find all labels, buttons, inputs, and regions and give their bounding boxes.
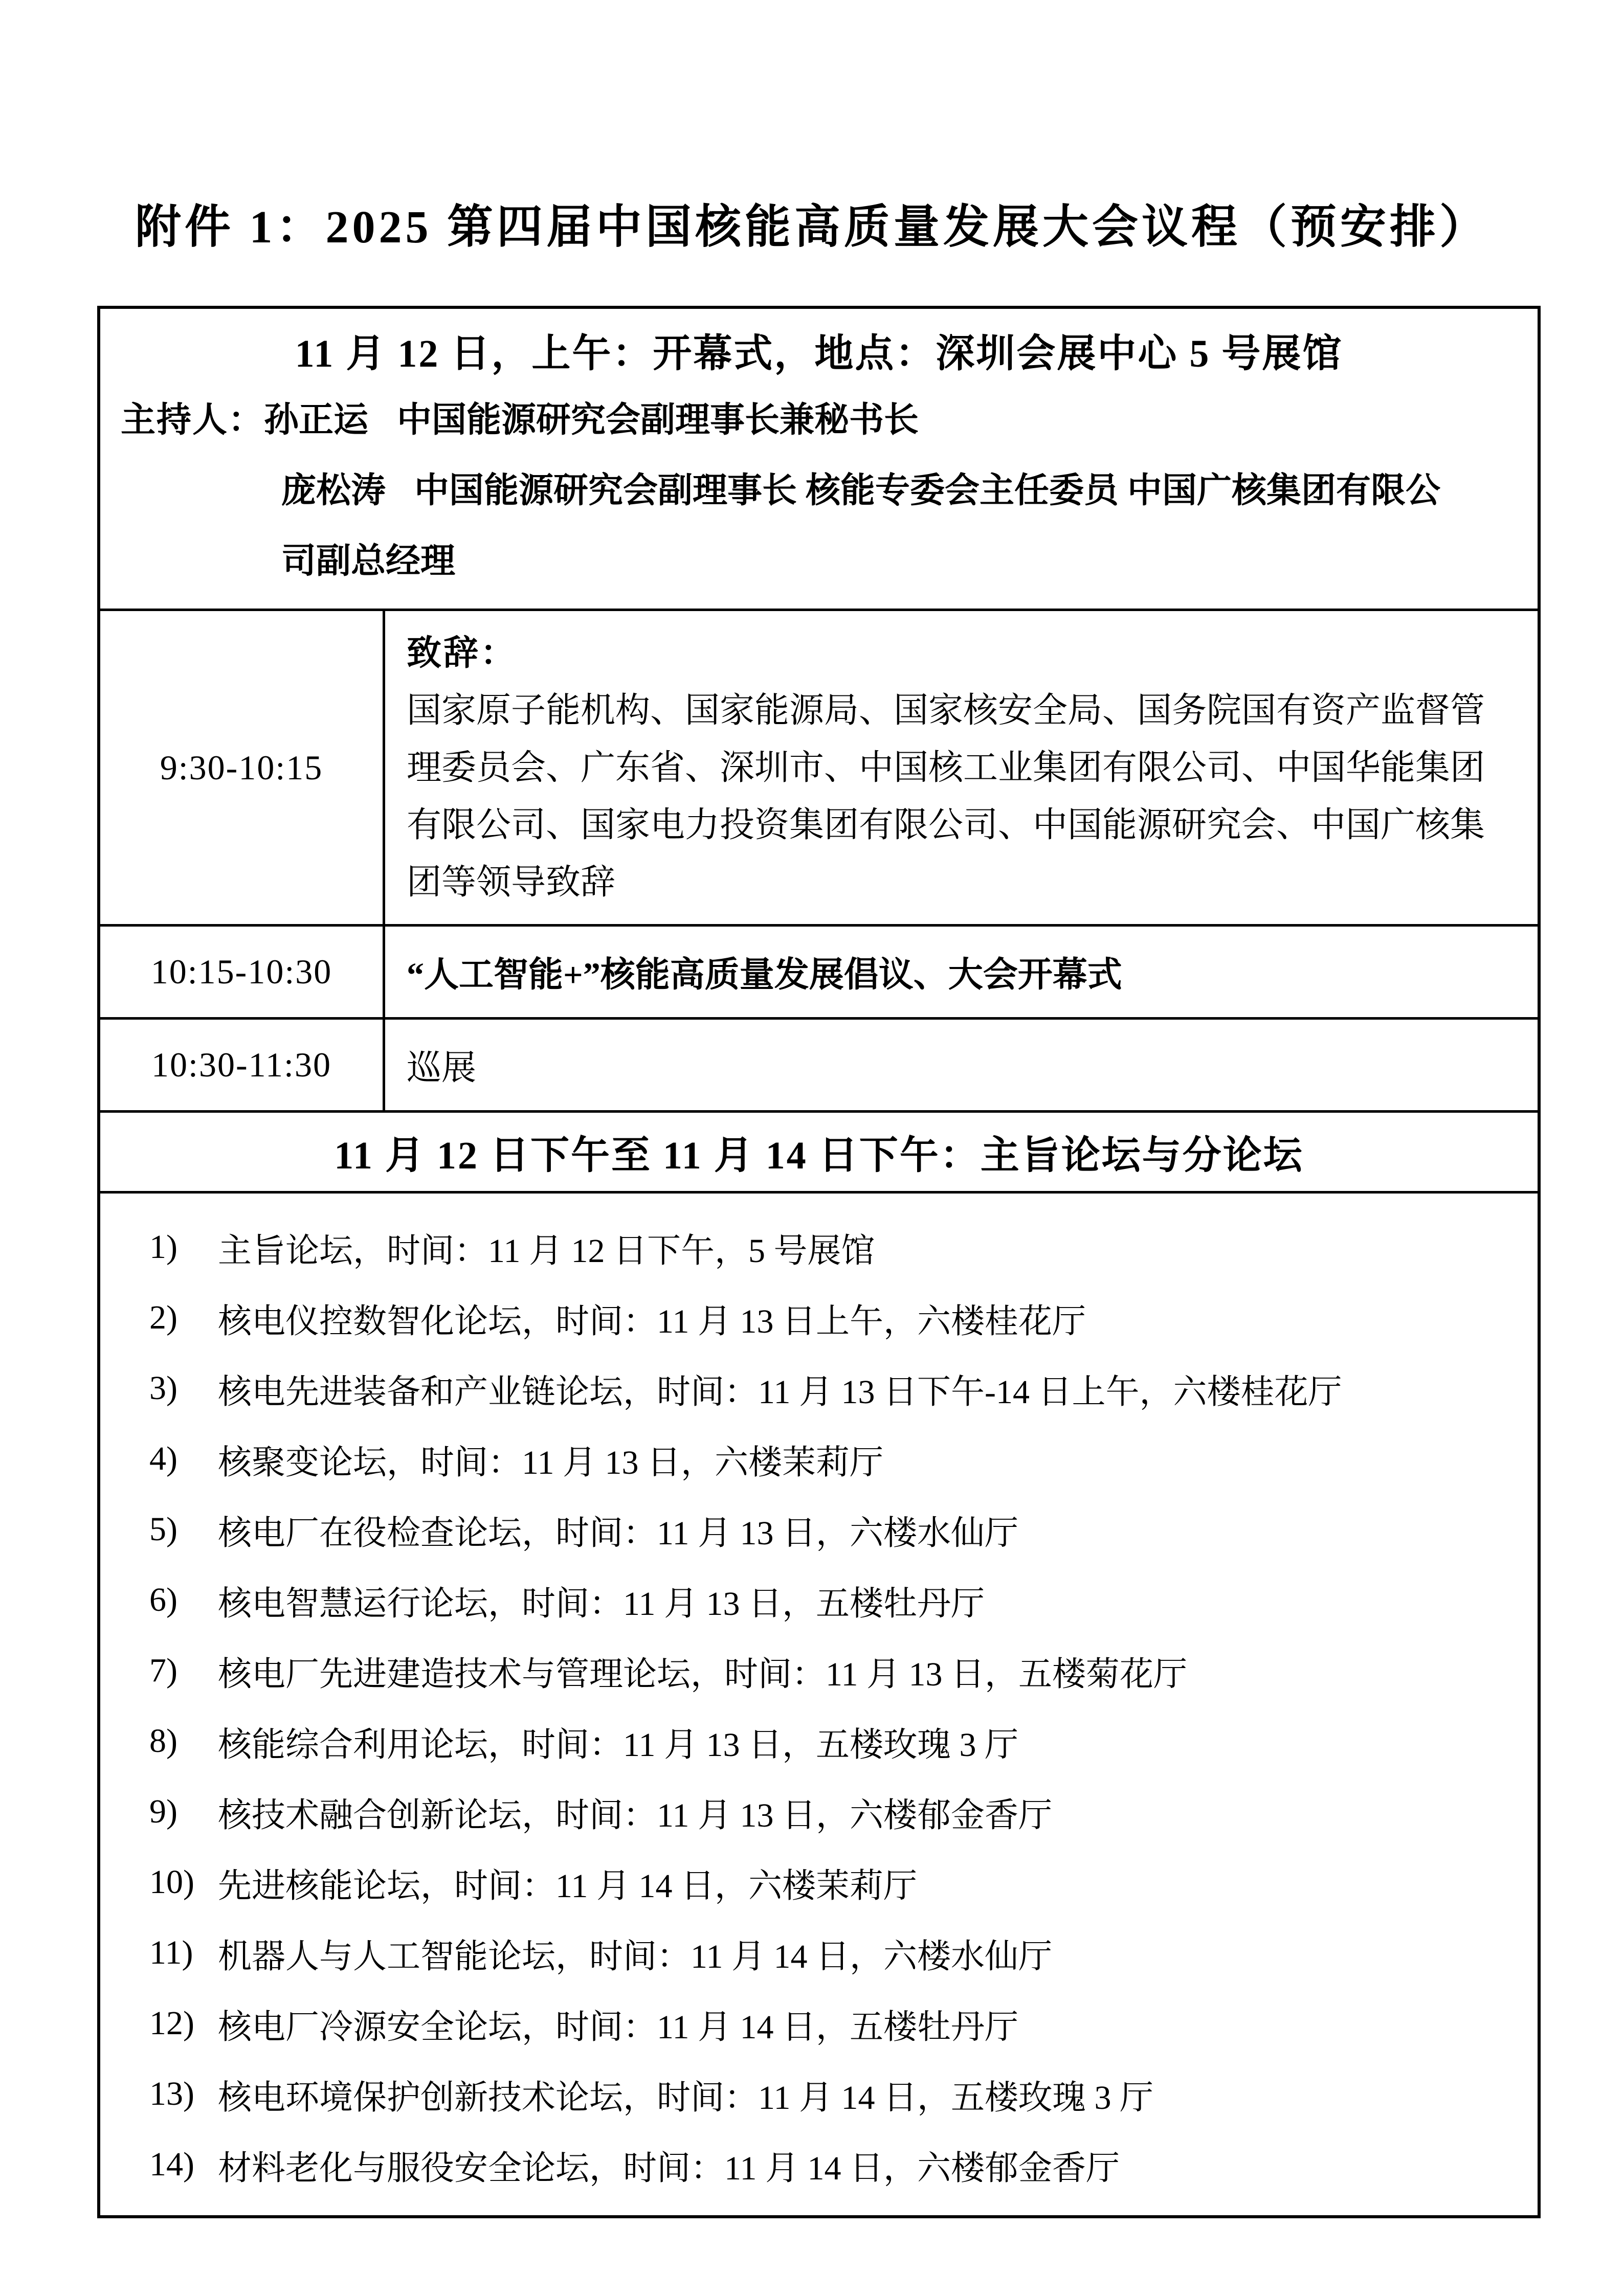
forum-number: 2) (149, 1299, 177, 1336)
forum-item (149, 1988, 1522, 2059)
agenda-row-ceremony (100, 924, 1538, 1017)
forum-item (149, 1706, 1522, 1776)
forum-number: 8) (149, 1722, 177, 1760)
page-title: 附件 1：2025 第四届中国核能高质量发展大会议程（预安排） (135, 202, 1489, 253)
forum-text: 核聚变论坛，时间：11 月 13 日，六楼茉莉厅 (218, 1444, 884, 1481)
forum-text: 机器人与人工智能论坛，时间：11 月 14 日，六楼水仙厅 (218, 1938, 1053, 1975)
forums-section-header: 11 月 12 日下午至 11 月 14 日下午：主旨论坛与分论坛 (334, 1134, 1304, 1177)
tour-text: 巡展 (407, 1048, 477, 1087)
forum-item (149, 1282, 1522, 1353)
forum-number: 7) (149, 1652, 177, 1689)
ceremony-cell (385, 927, 1538, 1017)
forum-number: 12) (149, 2005, 194, 2042)
time-cell: 10:30-11:30 (100, 1020, 385, 1110)
forum-number: 1) (149, 1228, 177, 1266)
forum-number: 3) (149, 1369, 177, 1407)
agenda-row-speeches (100, 609, 1538, 924)
forum-text: 核技术融合创新论坛，时间：11 月 13 日，六楼郁金香厅 (218, 1796, 1053, 1834)
forum-text: 核电厂在役检查论坛，时间：11 月 13 日，六楼水仙厅 (218, 1514, 1019, 1552)
forum-number: 9) (149, 1793, 177, 1830)
opening-session-row (100, 309, 1538, 609)
host-title: 中国能源研究会副理事长 核能专委会主任委员 中国广核集团有限公司副总经理 (281, 471, 1441, 580)
agenda-table (97, 306, 1541, 2218)
forum-number: 4) (149, 1440, 177, 1477)
forum-text: 核电环境保护创新技术论坛，时间：11 月 14 日，五楼玫瑰 3 厅 (218, 2079, 1154, 2117)
forum-item (149, 1776, 1522, 1847)
forums-list (100, 1194, 1538, 2215)
forum-item (149, 1847, 1522, 1918)
forum-text: 先进核能论坛，时间：11 月 14 日，六楼茉莉厅 (218, 1867, 918, 1905)
forum-item (149, 1353, 1522, 1424)
forum-text: 核电智慧运行论坛，时间：11 月 13 日，五楼牡丹厅 (218, 1585, 985, 1623)
forum-text: 核电先进装备和产业链论坛，时间：11 月 13 日下午-14 日上午，六楼桂花厅 (218, 1373, 1342, 1411)
forum-item (149, 2059, 1522, 2129)
forum-number: 10) (149, 1863, 194, 1901)
forum-text: 核电厂先进建造技术与管理论坛，时间：11 月 13 日，五楼菊花厅 (218, 1655, 1188, 1693)
opening-session-cell (100, 309, 1538, 609)
host-label: 主持人： (121, 400, 264, 439)
forum-text: 核电仪控数智化论坛，时间：11 月 13 日上午，六楼桂花厅 (218, 1302, 1086, 1340)
host-line-1 (121, 385, 1517, 455)
forum-item (149, 1918, 1522, 1988)
host-name: 孙正运 (264, 400, 369, 439)
tour-cell (385, 1020, 1538, 1110)
forum-text: 核能综合利用论坛，时间：11 月 13 日，五楼玫瑰 3 厅 (218, 1726, 1019, 1764)
forum-item (149, 1212, 1522, 1282)
agenda-row-tour (100, 1017, 1538, 1110)
forum-item (149, 1635, 1522, 1706)
forum-number: 11) (149, 1934, 193, 1971)
forum-item (149, 2129, 1522, 2200)
forum-number: 5) (149, 1511, 177, 1548)
host-name: 庞松涛 (281, 471, 386, 510)
speech-cell (385, 611, 1538, 924)
forum-number: 14) (149, 2146, 194, 2183)
speech-label: 致辞： (407, 634, 518, 672)
speech-body: 国家原子能机构、国家能源局、国家核安全局、国务院国有资产监督管理委员会、广东省、深圳市、中国核工业集团有限公司、中国华能集团有限公司、国家电力投资集团有限公司、中国能源研究会、中国广核集团等领导致辞 (407, 691, 1485, 902)
forum-text: 核电厂冷源安全论坛，时间：11 月 14 日，五楼牡丹厅 (218, 2008, 1019, 2046)
forum-text: 材料老化与服役安全论坛，时间：11 月 14 日，六楼郁金香厅 (218, 2149, 1120, 2187)
host-title: 中国能源研究会副理事长兼秘书长 (397, 400, 919, 439)
forum-item (149, 1565, 1522, 1635)
time-cell: 9:30-10:15 (100, 611, 385, 924)
forum-number: 6) (149, 1581, 177, 1618)
forums-list-row (100, 1191, 1538, 2215)
forum-item (149, 1494, 1522, 1565)
host-line-2 (121, 455, 1442, 596)
ceremony-text: “人工智能+”核能高质量发展倡议、大会开幕式 (407, 955, 1122, 994)
time-cell: 10:15-10:30 (100, 927, 385, 1017)
hosts-block (121, 385, 1517, 596)
forum-text: 主旨论坛，时间：11 月 12 日下午，5 号展馆 (218, 1232, 875, 1270)
opening-session-header: 11 月 12 日，上午：开幕式，地点：深圳会展中心 5 号展馆 (295, 332, 1343, 375)
forums-header-row (100, 1110, 1538, 1191)
forum-number: 13) (149, 2075, 194, 2112)
forum-item (149, 1424, 1522, 1494)
